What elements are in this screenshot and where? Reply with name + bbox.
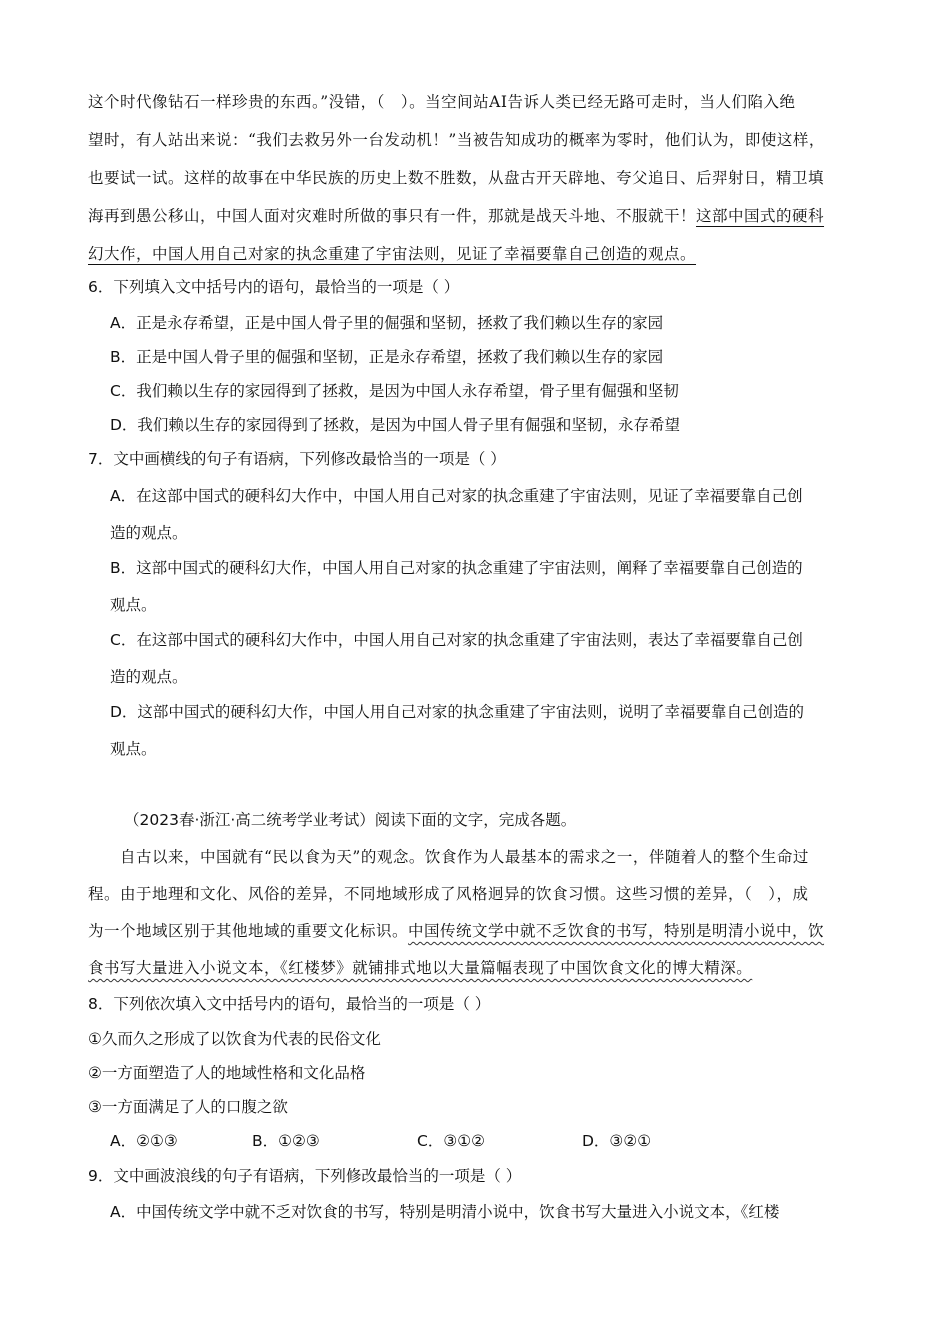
question-6-option-c[interactable]: C．我们赖以生存的家园得到了拯救，是因为中国人永存希望，骨子里有倔强和坚韧: [110, 382, 679, 400]
question-7-stem: 7．文中画横线的句子有语病，下列修改最恰当的一项是（ ）: [88, 450, 506, 468]
question-7-option-c[interactable]: C．在这部中国式的硬科幻大作中，中国人用自己对家的执念重建了宇宙法则，表达了幸福要靠自己创: [110, 631, 803, 649]
question-8-sentence-3: ③一方面满足了人的口腹之欲: [88, 1098, 288, 1116]
underlined-sentence-start: 这部中国式的硬科: [696, 207, 825, 225]
wavy-sentence-start: 中国传统文学中就不乏饮食的书写，特别是明清小说中，饮: [408, 922, 825, 940]
question-7-option-b-cont: 观点。: [110, 596, 157, 614]
question-9-option-a[interactable]: A．中国传统文学中就不乏对饮食的书写，特别是明清小说中，饮食书写大量进入小说文本，《红楼: [110, 1203, 780, 1221]
question-8-option-d[interactable]: D．③②①: [582, 1132, 652, 1150]
question-7-option-a-cont: 造的观点。: [110, 524, 188, 542]
passage2-line1: 自古以来，中国就有“民以食为天”的观念。饮食作为人最基本的需求之一，伴随着人的整个生命过: [120, 848, 809, 866]
question-8-sentence-1: ①久而久之形成了以饮食为代表的民俗文化: [88, 1030, 381, 1048]
passage1-line4-text: 海再到愚公移山，中国人面对灾难时所做的事只有一件，那就是战天斗地、不服就干！: [88, 207, 697, 225]
passage1-line1: 这个时代像钻石一样珍贵的东西。”没错，（ ）。当空间站AI告诉人类已经无路可走时，当人们陷入绝: [88, 93, 796, 111]
question-7-option-b[interactable]: B．这部中国式的硬科幻大作，中国人用自己对家的执念重建了宇宙法则，阐释了幸福要靠自己创造的: [110, 559, 803, 577]
passage2-line4: [88, 956, 752, 978]
passage2-line3: [88, 919, 824, 941]
question-6-option-b[interactable]: B．正是中国人骨子里的倔强和坚韧，正是永存希望，拯救了我们赖以生存的家园: [110, 348, 664, 366]
underlined-sentence-end: 幻大作，中国人用自己对家的执念重建了宇宙法则，见证了幸福要靠自己创造的观点。: [88, 245, 697, 263]
wavy-sentence-end: 食书写大量进入小说文本，《红楼梦》就铺排式地以大量篇幅表现了中国饮食文化的博大精深。: [88, 959, 753, 977]
section-2-heading: （2023春·浙江·高二统考学业考试）阅读下面的文字，完成各题。: [124, 811, 577, 829]
question-8-stem: 8．下列依次填入文中括号内的语句，最恰当的一项是（ ）: [88, 995, 491, 1013]
passage2-line3-text: 为一个地域区别于其他地域的重要文化标识。: [88, 922, 409, 940]
question-6-stem: 6．下列填入文中括号内的语句，最恰当的一项是（ ）: [88, 278, 460, 296]
question-6-option-a[interactable]: A．正是永存希望，正是中国人骨子里的倔强和坚韧，拯救了我们赖以生存的家园: [110, 314, 664, 332]
passage2-line2: 程。由于地理和文化、风俗的差异，不同地域形成了风格迥异的饮食习惯。这些习惯的差异，（ ），成: [88, 885, 809, 903]
passage1-line4: [88, 204, 824, 226]
question-7-option-c-cont: 造的观点。: [110, 668, 188, 686]
question-8-option-a[interactable]: A．②①③: [110, 1132, 178, 1150]
passage1-line3: 也要试一试。这样的故事在中华民族的历史上数不胜数，从盘古开天辟地、夸父追日、后羿射日，精卫填: [88, 169, 825, 187]
question-9-stem: 9．文中画波浪线的句子有语病，下列修改最恰当的一项是（ ）: [88, 1167, 522, 1185]
question-7-option-d-cont: 观点。: [110, 740, 157, 758]
question-8-sentence-2: ②一方面塑造了人的地域性格和文化品格: [88, 1064, 366, 1082]
question-8-option-c[interactable]: C．③①②: [417, 1132, 486, 1150]
question-7-option-d[interactable]: D．这部中国式的硬科幻大作，中国人用自己对家的执念重建了宇宙法则，说明了幸福要靠自己创造的: [110, 703, 804, 721]
question-6-option-d[interactable]: D．我们赖以生存的家园得到了拯救，是因为中国人骨子里有倔强和坚韧，永存希望: [110, 416, 680, 434]
passage1-line5: [88, 242, 696, 264]
passage1-line2: 望时，有人站出来说：“我们去救另外一台发动机！”当被告知成功的概率为零时，他们认为，即使这样，: [88, 131, 825, 149]
question-8-option-b[interactable]: B．①②③: [252, 1132, 320, 1150]
question-7-option-a[interactable]: A．在这部中国式的硬科幻大作中，中国人用自己对家的执念重建了宇宙法则，见证了幸福要靠自己创: [110, 487, 803, 505]
